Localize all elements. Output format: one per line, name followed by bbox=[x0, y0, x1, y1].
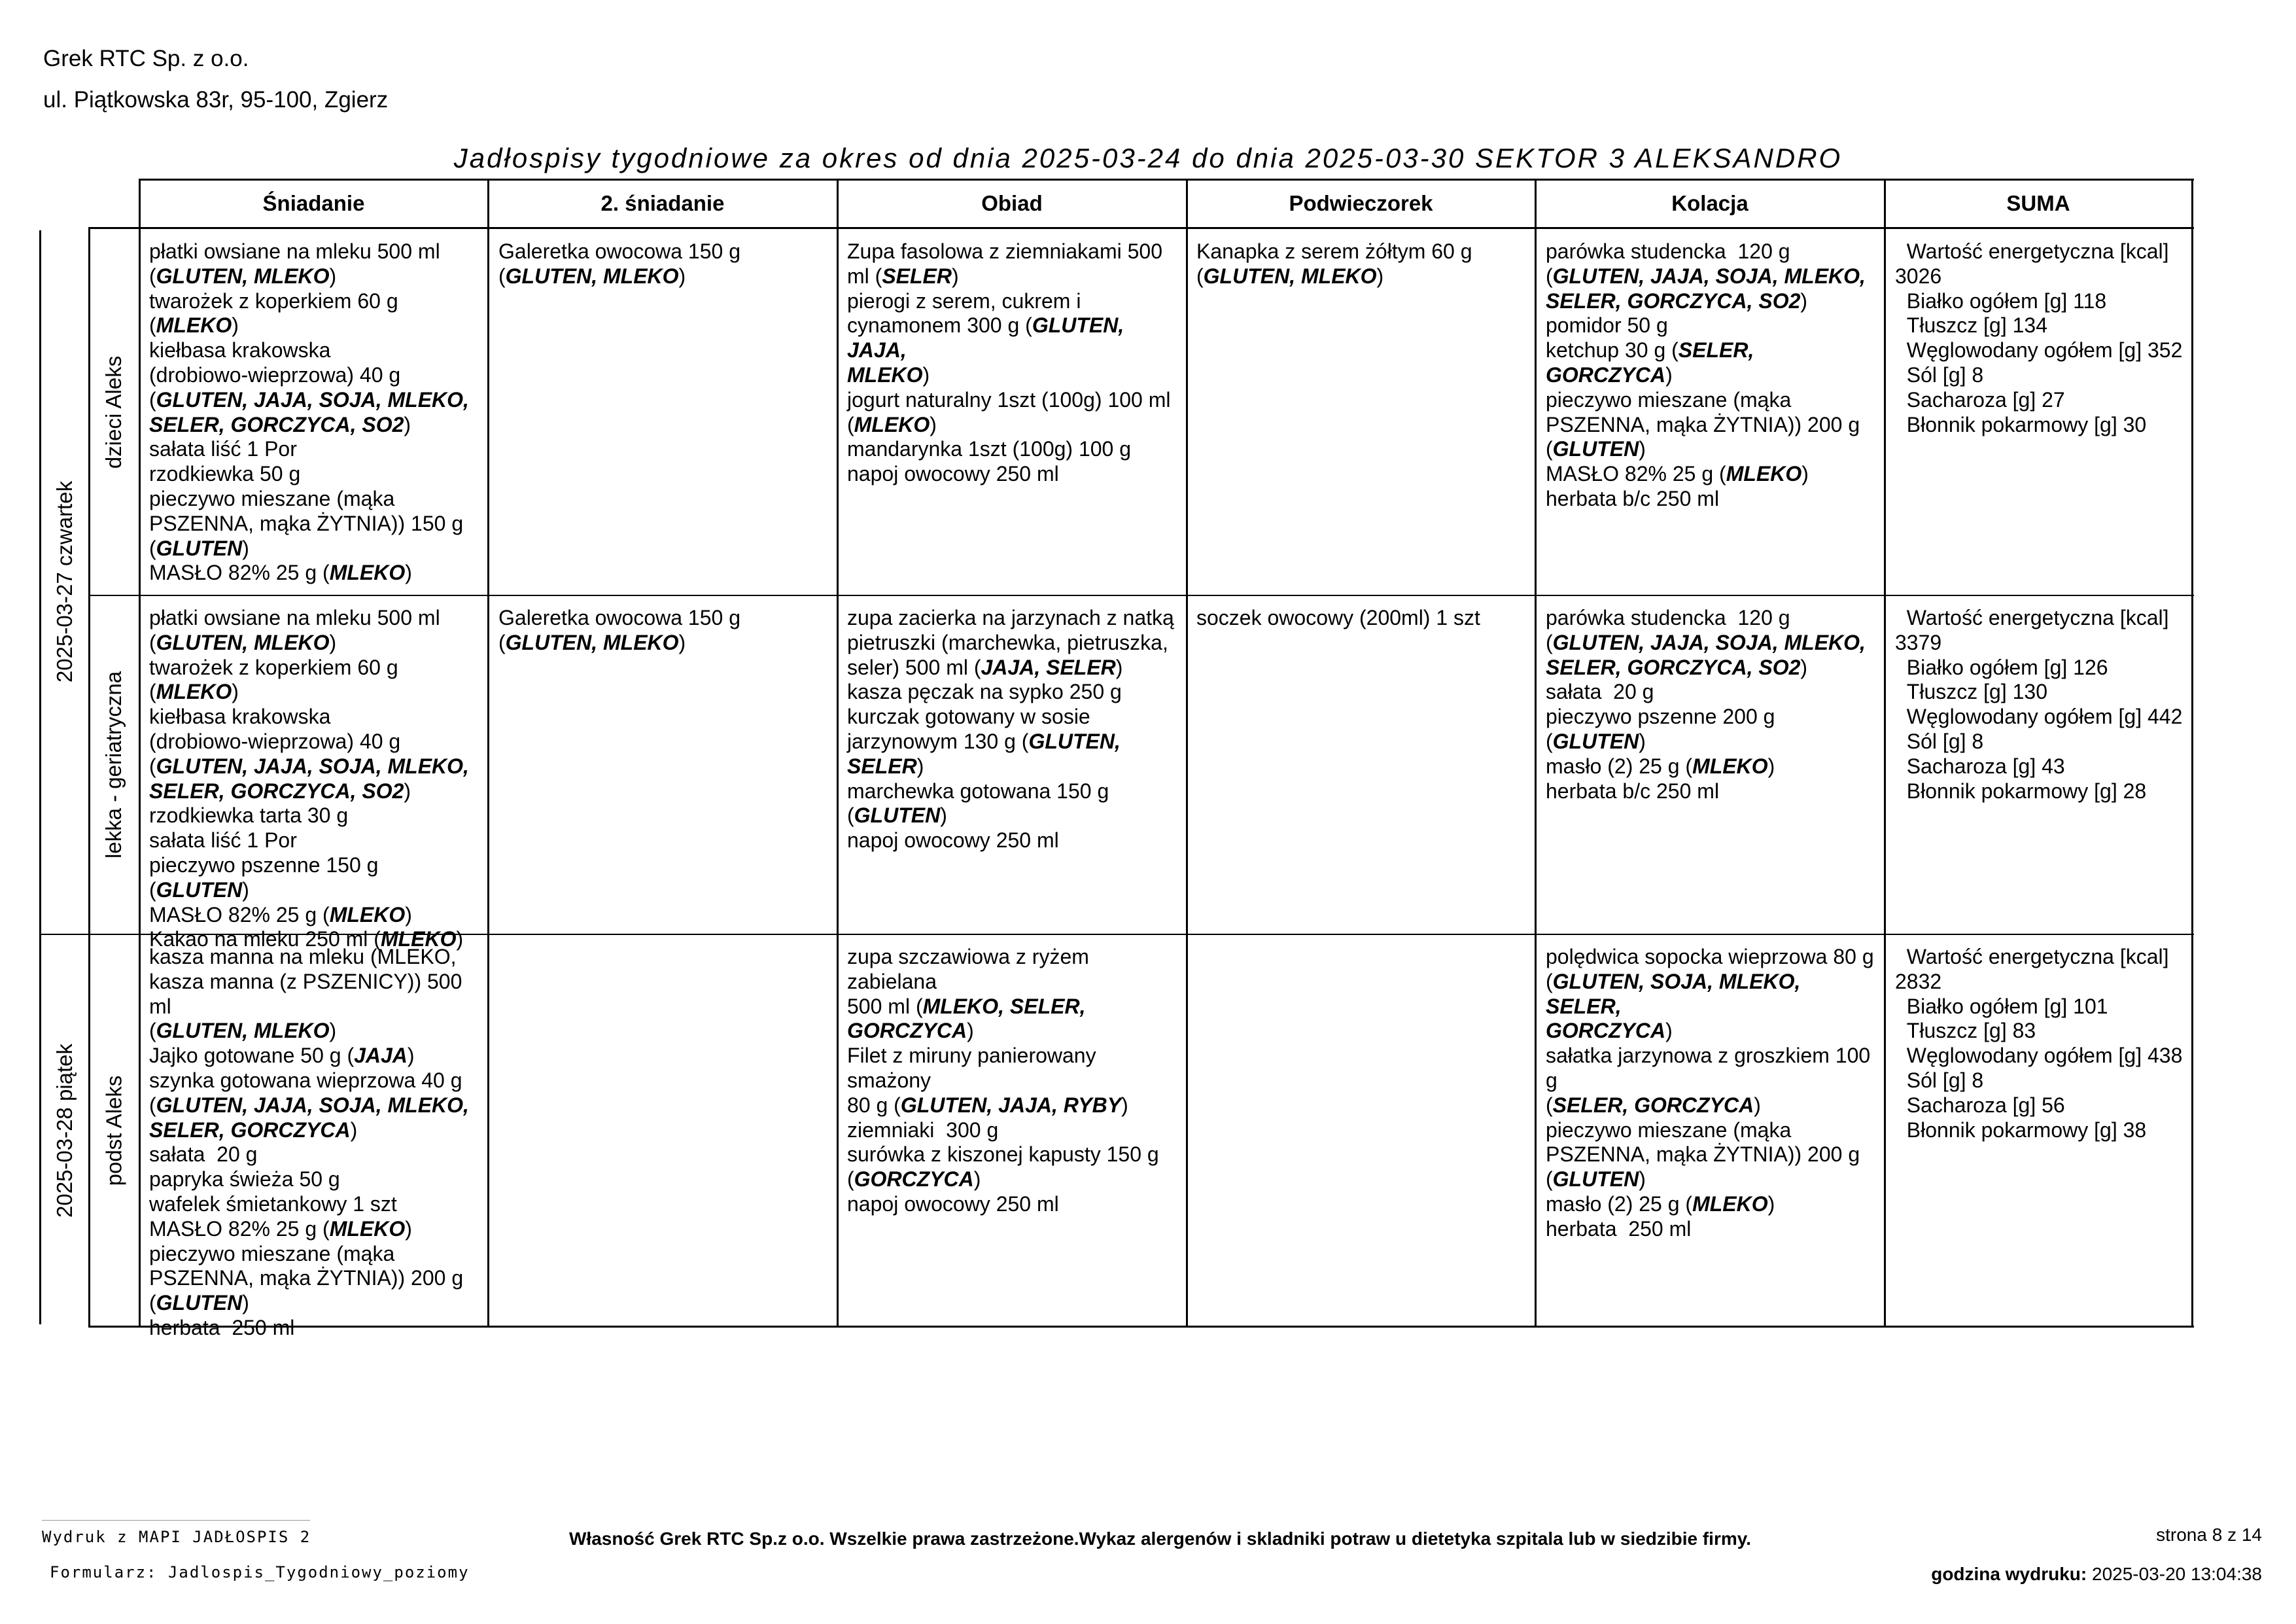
day-label-text: 2025-03-28 piątek bbox=[52, 1043, 77, 1218]
page-number: strona 8 z 14 bbox=[2156, 1525, 2262, 1545]
footer-form-name: Formularz: Jadlospis_Tygodniowy_poziomy bbox=[50, 1563, 470, 1581]
table-rule bbox=[2191, 179, 2193, 1328]
column-header-lunch: Obiad bbox=[981, 191, 1043, 215]
company-name: Grek RTC Sp. z o.o. bbox=[43, 46, 249, 71]
table-rule bbox=[487, 179, 489, 1328]
table-rule bbox=[1186, 179, 1188, 1328]
column-header-supper: Kolacja bbox=[1671, 191, 1748, 215]
day-label-text: 2025-03-27 czwartek bbox=[52, 480, 77, 683]
menu-cell: płatki owsiane na mleku 500 ml (GLUTEN, MLEKO) twarożek z koperkiem 60 g (MLEKO) kiełbasa krakowska (drobiowo-wieprzowa) 40 g (GLUTEN, JAJA, SOJA, MLEKO, SELER, GORCZYCA, SO2) sałata liść 1 Por rzodkiewka 50 g pieczywo mieszane (mąka PSZENNA, mąka ŻYTNIA)) 150 g (GLUTEN) MASŁO 82% 25 g (MLEKO) bbox=[149, 239, 469, 585]
menu-cell: zupa zacierka na jarzynach z natką pietruszki (marchewka, pietruszka, seler) 500 ml (JAJA, SELER) kasza pęczak na sypko 250 g kurczak gotowany w sosie jarzynowym 130 g (GLUTEN, SELER) marchewka gotowana 150 g (GLUTEN) napoj owocowy 250 ml bbox=[847, 606, 1174, 853]
footer-divider bbox=[42, 1520, 310, 1521]
table-rule bbox=[88, 227, 2194, 229]
company-address: ul. Piątkowska 83r, 95-100, Zgierz bbox=[43, 87, 389, 113]
table-rule bbox=[1535, 179, 1537, 1328]
diet-label-text: podst Aleks bbox=[101, 1075, 126, 1186]
menu-cell: parówka studencka 120 g (GLUTEN, JAJA, SOJA, MLEKO, SELER, GORCZYCA, SO2) sałata 20 g pieczywo pszenne 200 g (GLUTEN) masło (2) 25 g (MLEKO) herbata b/c 250 ml bbox=[1546, 606, 1866, 803]
menu-cell: płatki owsiane na mleku 500 ml (GLUTEN, MLEKO) twarożek z koperkiem 60 g (MLEKO) kiełbasa krakowska (drobiowo-wieprzowa) 40 g (GLUTEN, JAJA, SOJA, MLEKO, SELER, GORCZYCA, SO2) rzodkiewka tarta 30 g sałata liść 1 Por pieczywo pszenne 150 g (GLUTEN) MASŁO 82% 25 g (MLEKO) Kakao na mleku 250 ml (MLEKO) bbox=[149, 606, 469, 951]
menu-cell: Galeretka owocowa 150 g (GLUTEN, MLEKO) bbox=[498, 606, 740, 654]
menu-cell: Galeretka owocowa 150 g (GLUTEN, MLEKO) bbox=[498, 239, 740, 288]
column-header-second-breakfast: 2. śniadanie bbox=[600, 191, 725, 215]
diet-label-text: lekka - geriatryczna bbox=[101, 671, 126, 859]
menu-cell: Zupa fasolowa z ziemniakami 500 ml (SELER) pierogi z serem, cukrem i cynamonem 300 g (GLUTEN, JAJA, MLEKO) jogurt naturalny 1szt (100g) 100 ml (MLEKO) mandarynka 1szt (100g) 100 g napoj owocowy 250 ml bbox=[847, 239, 1171, 486]
nutrition-cell: Wartość energetyczna [kcal] 3379 Białko ogółem [g] 126 Tłuszcz [g] 130 Węglowodany ogółem [g] 442 Sól [g] 8 Sacharoza [g] 43 Błonnik pokarmowy [g] 28 bbox=[1895, 606, 2183, 803]
report-title: Jadłospisy tygodniowe za okres od dnia 2025-03-24 do dnia 2025-03-30 SEKTOR 3 ALEKSANDRO bbox=[453, 143, 1843, 173]
column-header-breakfast: Śniadanie bbox=[262, 191, 365, 215]
print-time-label: godzina wydruku: bbox=[1931, 1564, 2087, 1584]
table-rule bbox=[88, 595, 2194, 596]
print-time-value: 2025-03-20 13:04:38 bbox=[2092, 1564, 2262, 1584]
diet-label bbox=[89, 595, 139, 934]
menu-cell: Kanapka z serem żółtym 60 g (GLUTEN, MLEKO) bbox=[1196, 239, 1472, 288]
menu-cell: kasza manna na mleku (MLEKO, kasza manna (z PSZENICY)) 500 ml (GLUTEN, MLEKO) Jajko gotowane 50 g (JAJA) szynka gotowana wieprzowa 40 g (GLUTEN, JAJA, SOJA, MLEKO, SELER, GORCZYCA) sałata 20 g papryka świeża 50 g wafelek śmietankowy 1 szt MASŁO 82% 25 g (MLEKO) pieczywo mieszane (mąka PSZENNA, mąka ŻYTNIA)) 200 g (GLUTEN) herbata 250 ml bbox=[149, 945, 469, 1339]
menu-cell: polędwica sopocka wieprzowa 80 g (GLUTEN, SOJA, MLEKO, SELER, GORCZYCA) sałatka jarzynowa z groszkiem 100 g (SELER, GORCZYCA) pieczywo mieszane (mąka PSZENNA, mąka ŻYTNIA)) 200 g (GLUTEN) masło (2) 25 g (MLEKO) herbata 250 ml bbox=[1546, 945, 1874, 1241]
menu-cell: parówka studencka 120 g (GLUTEN, JAJA, SOJA, MLEKO, SELER, GORCZYCA, SO2) pomidor 50 g ketchup 30 g (SELER, GORCZYCA) pieczywo mieszane (mąka PSZENNA, mąka ŻYTNIA)) 200 g (GLUTEN) MASŁO 82% 25 g (MLEKO) herbata b/c 250 ml bbox=[1546, 239, 1866, 510]
column-header-afternoon-snack: Podwieczorek bbox=[1289, 191, 1433, 215]
menu-cell: zupa szczawiowa z ryżem zabielana 500 ml (MLEKO, SELER, GORCZYCA) Filet z miruny panierowany smażony 80 g (GLUTEN, JAJA, RYBY) ziemniaki 300 g surówka z kiszonej kapusty 150 g (GORCZYCA) napoj owocowy 250 ml bbox=[847, 945, 1159, 1216]
nutrition-cell: Wartość energetyczna [kcal] 3026 Białko ogółem [g] 118 Tłuszcz [g] 134 Węglowodany ogółem [g] 352 Sól [g] 8 Sacharoza [g] 27 Błonnik pokarmowy [g] 30 bbox=[1895, 239, 2183, 436]
print-time bbox=[1931, 1564, 2262, 1585]
nutrition-cell: Wartość energetyczna [kcal] 2832 Białko ogółem [g] 101 Tłuszcz [g] 83 Węglowodany ogółem [g] 438 Sól [g] 8 Sacharoza [g] 56 Błonnik pokarmowy [g] 38 bbox=[1895, 945, 2183, 1142]
column-header-total: SUMA bbox=[2006, 191, 2070, 215]
diet-label bbox=[89, 934, 139, 1327]
day-label bbox=[41, 934, 89, 1327]
diet-label bbox=[89, 229, 139, 595]
footer-copyright: Własność Grek RTC Sp.z o.o. Wszelkie prawa zastrzeżone.Wykaz alergenów i skladniki potraw u dietetyka szpitala lub w siedzibie firmy. bbox=[569, 1528, 1752, 1549]
day-label bbox=[41, 229, 89, 934]
footer-printout-source: Wydruk z MAPI JADŁOSPIS 2 bbox=[42, 1528, 311, 1546]
menu-cell: soczek owocowy (200ml) 1 szt bbox=[1196, 606, 1480, 629]
table-rule bbox=[1884, 179, 1886, 1328]
table-rule bbox=[837, 179, 839, 1328]
diet-label-text: dzieci Aleks bbox=[101, 355, 126, 469]
